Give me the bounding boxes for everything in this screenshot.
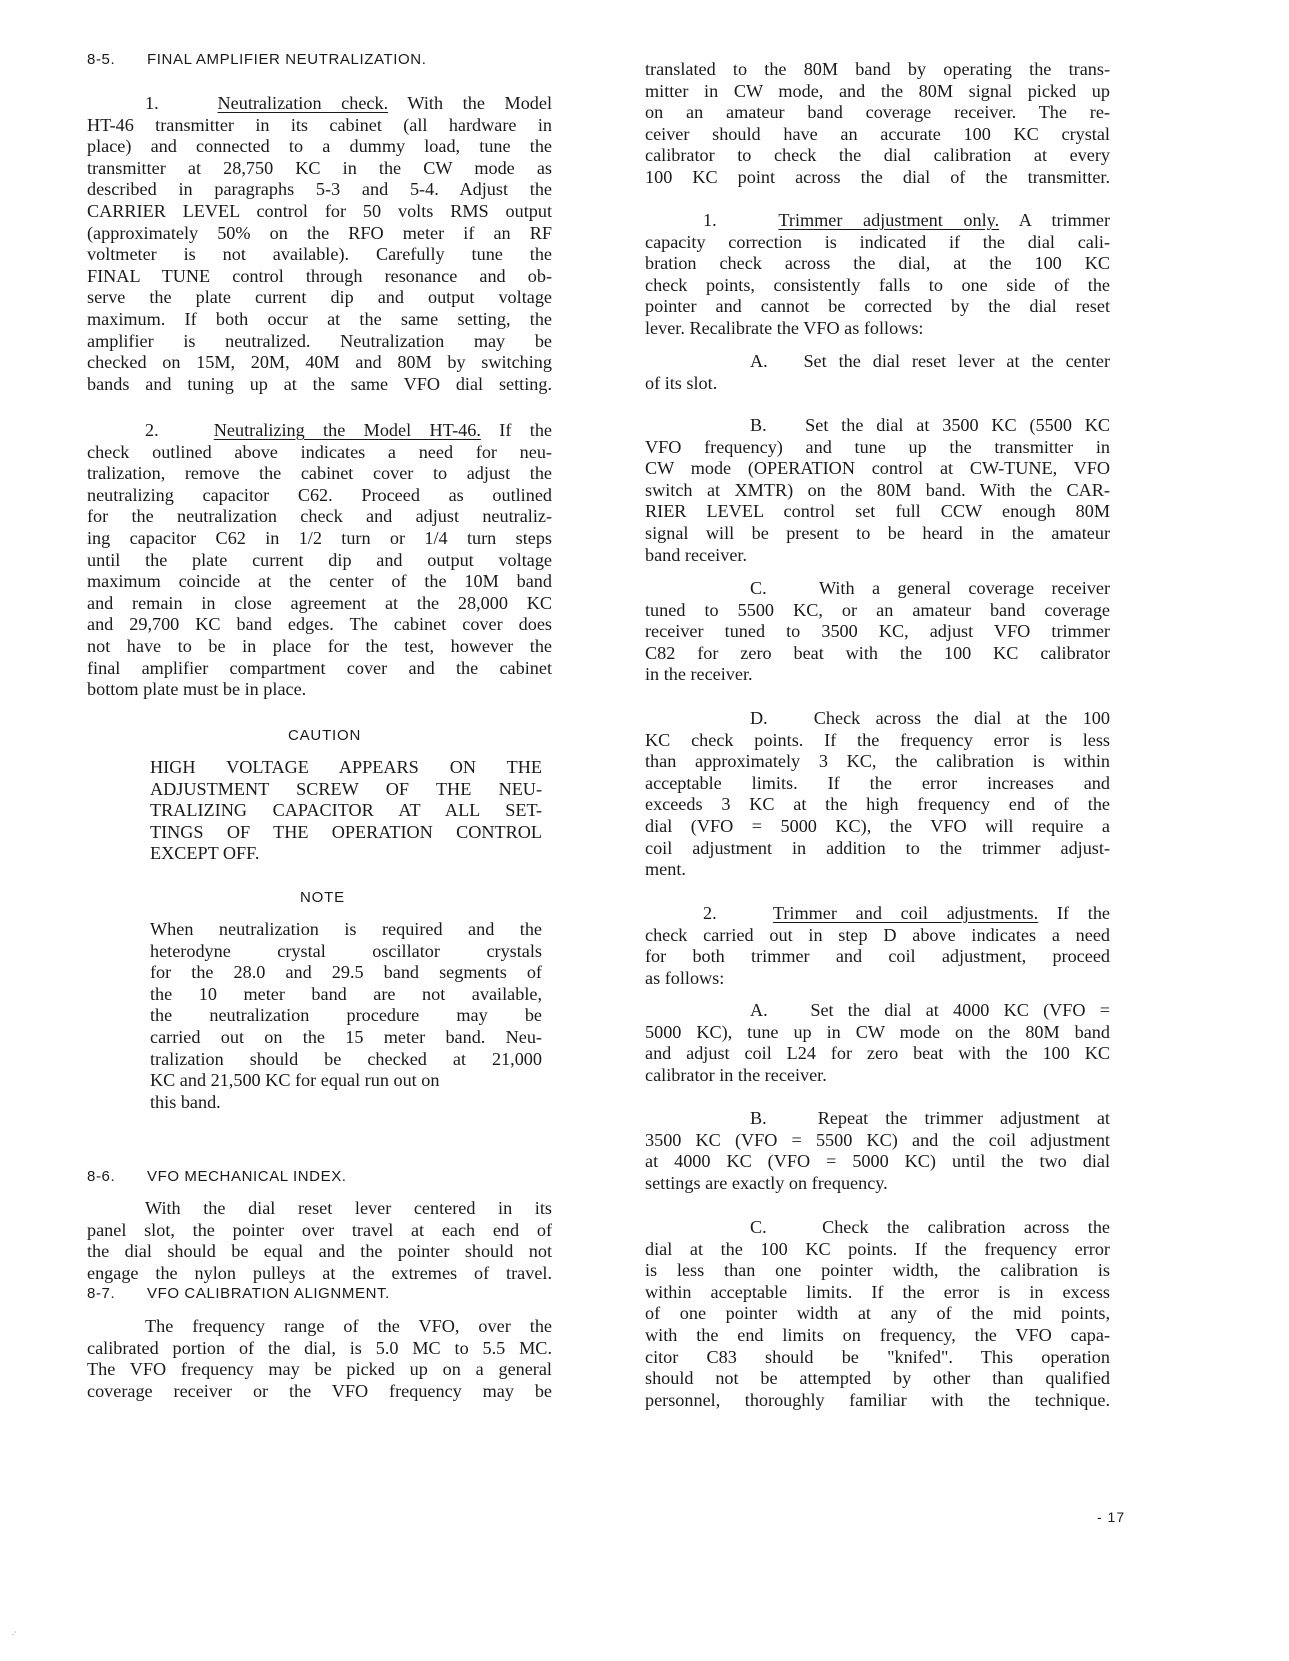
text-line: TRALIZING CAPACITOR AT ALL SET-	[150, 800, 542, 821]
text-line: and adjust coil L24 for zero beat with the 100 KC	[645, 1043, 1110, 1064]
section-heading-8-6	[87, 1168, 347, 1185]
text-line: bands and tuning up at the same VFO dial setting.	[87, 373, 552, 394]
text-line: Set the dial reset lever at the center	[803, 351, 1110, 371]
text-line: capacity correction is indicated if the dial cali-	[645, 231, 1110, 252]
text-line: FINAL TUNE control through resonance and ob-	[87, 265, 552, 286]
text-line: ment.	[645, 859, 686, 880]
caution-label: CAUTION	[288, 727, 362, 744]
text-line: HIGH VOLTAGE APPEARS ON THE	[150, 757, 542, 777]
text-line: EXCEPT OFF.	[150, 843, 260, 864]
text-line: as follows:	[645, 967, 725, 988]
step-2b	[645, 1108, 1110, 1194]
text-line: band receiver.	[645, 544, 747, 565]
item-number: 1.	[145, 93, 159, 113]
step-letter: A.	[750, 351, 768, 371]
item-title: Neutralizing the Model HT-46.	[213, 420, 481, 440]
step-letter: B.	[750, 415, 767, 435]
text-line: in the receiver.	[645, 664, 753, 685]
text-line: signal will be present to be heard in the amateur	[645, 522, 1110, 543]
step-letter: A.	[750, 1000, 768, 1020]
text-line: engage the nylon pulleys at the extremes of travel.	[87, 1262, 552, 1283]
text-line: With the dial reset lever centered in its	[145, 1198, 552, 1218]
text-line: HT-46 transmitter in its cabinet (all hardware in	[87, 114, 552, 135]
step-letter: C.	[750, 578, 767, 598]
text-line: 100 KC point across the dial of the transmitter.	[645, 166, 1110, 187]
step-1d	[645, 708, 1110, 881]
paragraph-calibration-alignment	[87, 1316, 552, 1402]
text-line: place) and connected to a dummy load, tune the	[87, 136, 552, 157]
text-line: check carried out in step D above indicates a need	[645, 924, 1110, 945]
item-title: Trimmer and coil adjustments.	[772, 903, 1039, 923]
item-number: 2.	[145, 420, 159, 440]
text-line: is less than one pointer width, the calibration is	[645, 1260, 1110, 1281]
text-line: exceeds 3 KC at the high frequency end of the	[645, 794, 1110, 815]
section-title: FINAL AMPLIFIER NEUTRALIZATION.	[147, 51, 427, 68]
text-line: the 10 meter band are not available,	[150, 983, 542, 1004]
text-line: with the end limits on frequency, the VFO capa-	[645, 1324, 1110, 1345]
text-line: tuned to 5500 KC, or an amateur band coverage	[645, 599, 1110, 620]
text-line: heterodyne crystal oscillator crystals	[150, 940, 542, 961]
section-number: 8-6.	[87, 1168, 116, 1185]
text-line: ing capacitor C62 in 1/2 turn or 1/4 turn steps	[87, 527, 552, 548]
paragraph-mechanical-index	[87, 1198, 552, 1284]
text-line: panel slot, the pointer over travel at each end of	[87, 1219, 552, 1240]
text-line: calibrator to check the dial calibration at every	[645, 145, 1110, 166]
paragraph-trimmer-and-coil	[645, 903, 1110, 989]
page-number: - 17	[1097, 1509, 1126, 1525]
text-line: Check across the dial at the 100	[813, 708, 1110, 728]
text-line: CW mode (OPERATION control at CW-TUNE, VFO	[645, 458, 1110, 479]
text-line: dial (VFO = 5000 KC), the VFO will require a	[645, 815, 1110, 836]
note-box	[150, 919, 542, 1113]
text-line: neutralizing capacitor C62. Proceed as outlined	[87, 484, 552, 505]
text-line: 3500 KC (VFO = 5500 KC) and the coil adjustment	[645, 1129, 1110, 1150]
text-line: amplifier is neutralized. Neutralization may be	[87, 330, 552, 351]
caution-box	[150, 757, 542, 865]
text-line: switch at XMTR) on the 80M band. With the CAR-	[645, 479, 1110, 500]
text-line: translated to the 80M band by operating the trans-	[645, 59, 1110, 79]
text-line: serve the plate current dip and output voltage	[87, 287, 552, 308]
text-line: maximum. If both occur at the same setting, the	[87, 308, 552, 329]
text-line: of one pointer width at any of the mid points,	[645, 1303, 1110, 1324]
text-line: lever. Recalibrate the VFO as follows:	[645, 317, 924, 338]
text-line: for both trimmer and coil adjustment, proceed	[645, 946, 1110, 967]
text-line: tralization, remove the cabinet cover to adjust the	[87, 463, 552, 484]
item-title: Neutralization check.	[217, 93, 389, 113]
text-line: carried out on the 15 meter band. Neu-	[150, 1026, 542, 1047]
text-line: KC and 21,500 KC for equal run out on	[150, 1070, 440, 1091]
text-line: C82 for zero beat with the 100 KC calibrator	[645, 642, 1110, 663]
text-line: receiver tuned to 3500 KC, adjust VFO trimmer	[645, 621, 1110, 642]
text-line: final amplifier compartment cover and the cabinet	[87, 657, 552, 678]
text-line: described in paragraphs 5-3 and 5-4. Adjust the	[87, 179, 552, 200]
text-line: VFO frequency) and tune up the transmitter in	[645, 436, 1110, 457]
text-line: transmitter at 28,750 KC in the CW mode as	[87, 157, 552, 178]
text-line: bration check across the dial, at the 100 KC	[645, 253, 1110, 274]
section-heading-8-7	[87, 1285, 390, 1302]
text-line: Set the dial at 3500 KC (5500 KC	[805, 415, 1110, 435]
step-2a	[645, 1000, 1110, 1086]
paragraph-calibration-continued	[645, 59, 1110, 189]
text-line: of its slot.	[645, 372, 718, 393]
scan-speck: .·	[12, 1628, 17, 1637]
text-line: ceiver should have an accurate 100 KC crystal	[645, 123, 1110, 144]
text-line: Check the calibration across the	[822, 1217, 1110, 1237]
paragraph-trimmer-only	[645, 210, 1110, 340]
step-letter: B.	[750, 1108, 767, 1128]
text-line: Set the dial at 4000 KC (VFO =	[810, 1000, 1110, 1020]
paragraph-neutralization-check	[87, 93, 552, 395]
text-line: If the	[1056, 903, 1110, 923]
text-line: check points, consistently falls to one side of the	[645, 274, 1110, 295]
text-line: this band.	[150, 1091, 221, 1112]
text-line: until the plate current dip and output voltage	[87, 549, 552, 570]
text-line: check outlined above indicates a need for neu-	[87, 441, 552, 462]
text-line: dial at the 100 KC points. If the frequency error	[645, 1238, 1110, 1259]
text-line: calibrator in the receiver.	[645, 1064, 827, 1085]
text-line: at 4000 KC (VFO = 5000 KC) until the two dial	[645, 1151, 1110, 1172]
text-line: pointer and cannot be corrected by the dial reset	[645, 296, 1110, 317]
step-1a	[645, 351, 1110, 394]
text-line: than approximately 3 KC, the calibration is within	[645, 751, 1110, 772]
paragraph-neutralizing-model	[87, 420, 552, 701]
text-line: citor C83 should be "knifed". This operation	[645, 1346, 1110, 1367]
text-line: acceptable limits. If the error increases and	[645, 772, 1110, 793]
step-1b	[645, 415, 1110, 566]
text-line: RIER LEVEL control set full CCW enough 80M	[645, 501, 1110, 522]
text-line: 5000 KC), tune up in CW mode on the 80M band	[645, 1021, 1110, 1042]
text-line: tralization should be checked at 21,000	[150, 1048, 542, 1069]
text-line: coverage receiver or the VFO frequency may be	[87, 1380, 552, 1401]
text-line: should not be attempted by other than qualified	[645, 1368, 1110, 1389]
text-line: With a general coverage receiver	[818, 578, 1110, 598]
text-line: and remain in close agreement at the 28,000 KC	[87, 592, 552, 613]
text-line: KC check points. If the frequency error is less	[645, 729, 1110, 750]
text-line: A trimmer	[1018, 210, 1110, 230]
text-line: calibrated portion of the dial, is 5.0 MC to 5.5 MC.	[87, 1337, 552, 1358]
text-line: mitter in CW mode, and the 80M signal picked up	[645, 80, 1110, 101]
text-line: When neutralization is required and the	[150, 919, 542, 939]
text-line: for the neutralization check and adjust neutraliz-	[87, 506, 552, 527]
text-line: settings are exactly on frequency.	[645, 1172, 888, 1193]
text-line: TINGS OF THE OPERATION CONTROL	[150, 821, 542, 842]
text-line: checked on 15M, 20M, 40M and 80M by switching	[87, 352, 552, 373]
item-number: 1.	[703, 210, 717, 230]
text-line: Repeat the trimmer adjustment at	[817, 1108, 1110, 1128]
text-line: on an amateur band coverage receiver. The re-	[645, 102, 1110, 123]
text-line: personnel, thoroughly familiar with the technique.	[645, 1389, 1110, 1410]
text-line: (approximately 50% on the RFO meter if an RF	[87, 222, 552, 243]
item-title: Trimmer adjustment only.	[778, 210, 1000, 230]
text-line: and 29,700 KC band edges. The cabinet cover does	[87, 614, 552, 635]
step-1c	[645, 578, 1110, 686]
text-line: maximum coincide at the center of the 10M band	[87, 571, 552, 592]
text-line: bottom plate must be in place.	[87, 679, 307, 700]
text-line: the neutralization procedure may be	[150, 1005, 542, 1026]
text-line: If the	[499, 420, 552, 440]
text-line: CARRIER LEVEL control for 50 volts RMS output	[87, 200, 552, 221]
text-line: The VFO frequency may be picked up on a general	[87, 1359, 552, 1380]
text-line: ADJUSTMENT SCREW OF THE NEU-	[150, 778, 542, 799]
section-title: VFO CALIBRATION ALIGNMENT.	[147, 1285, 390, 1302]
step-letter: D.	[750, 708, 768, 728]
text-line: for the 28.0 and 29.5 band segments of	[150, 962, 542, 983]
text-line: The frequency range of the VFO, over the	[145, 1316, 552, 1336]
step-letter: C.	[750, 1217, 767, 1237]
note-label: NOTE	[300, 889, 345, 906]
step-2c	[645, 1217, 1110, 1411]
item-number: 2.	[703, 903, 717, 923]
section-number: 8-7.	[87, 1285, 116, 1302]
text-line: not have to be in place for the test, however the	[87, 635, 552, 656]
section-heading-8-5	[87, 51, 426, 68]
text-line: voltmeter is not available). Carefully tune the	[87, 244, 552, 265]
section-title: VFO MECHANICAL INDEX.	[147, 1168, 347, 1185]
section-number: 8-5.	[87, 51, 116, 68]
text-line: coil adjustment in addition to the trimmer adjust-	[645, 837, 1110, 858]
text-line: With the Model	[407, 93, 552, 113]
text-line: within acceptable limits. If the error is in excess	[645, 1281, 1110, 1302]
text-line: the dial should be equal and the pointer should not	[87, 1241, 552, 1262]
